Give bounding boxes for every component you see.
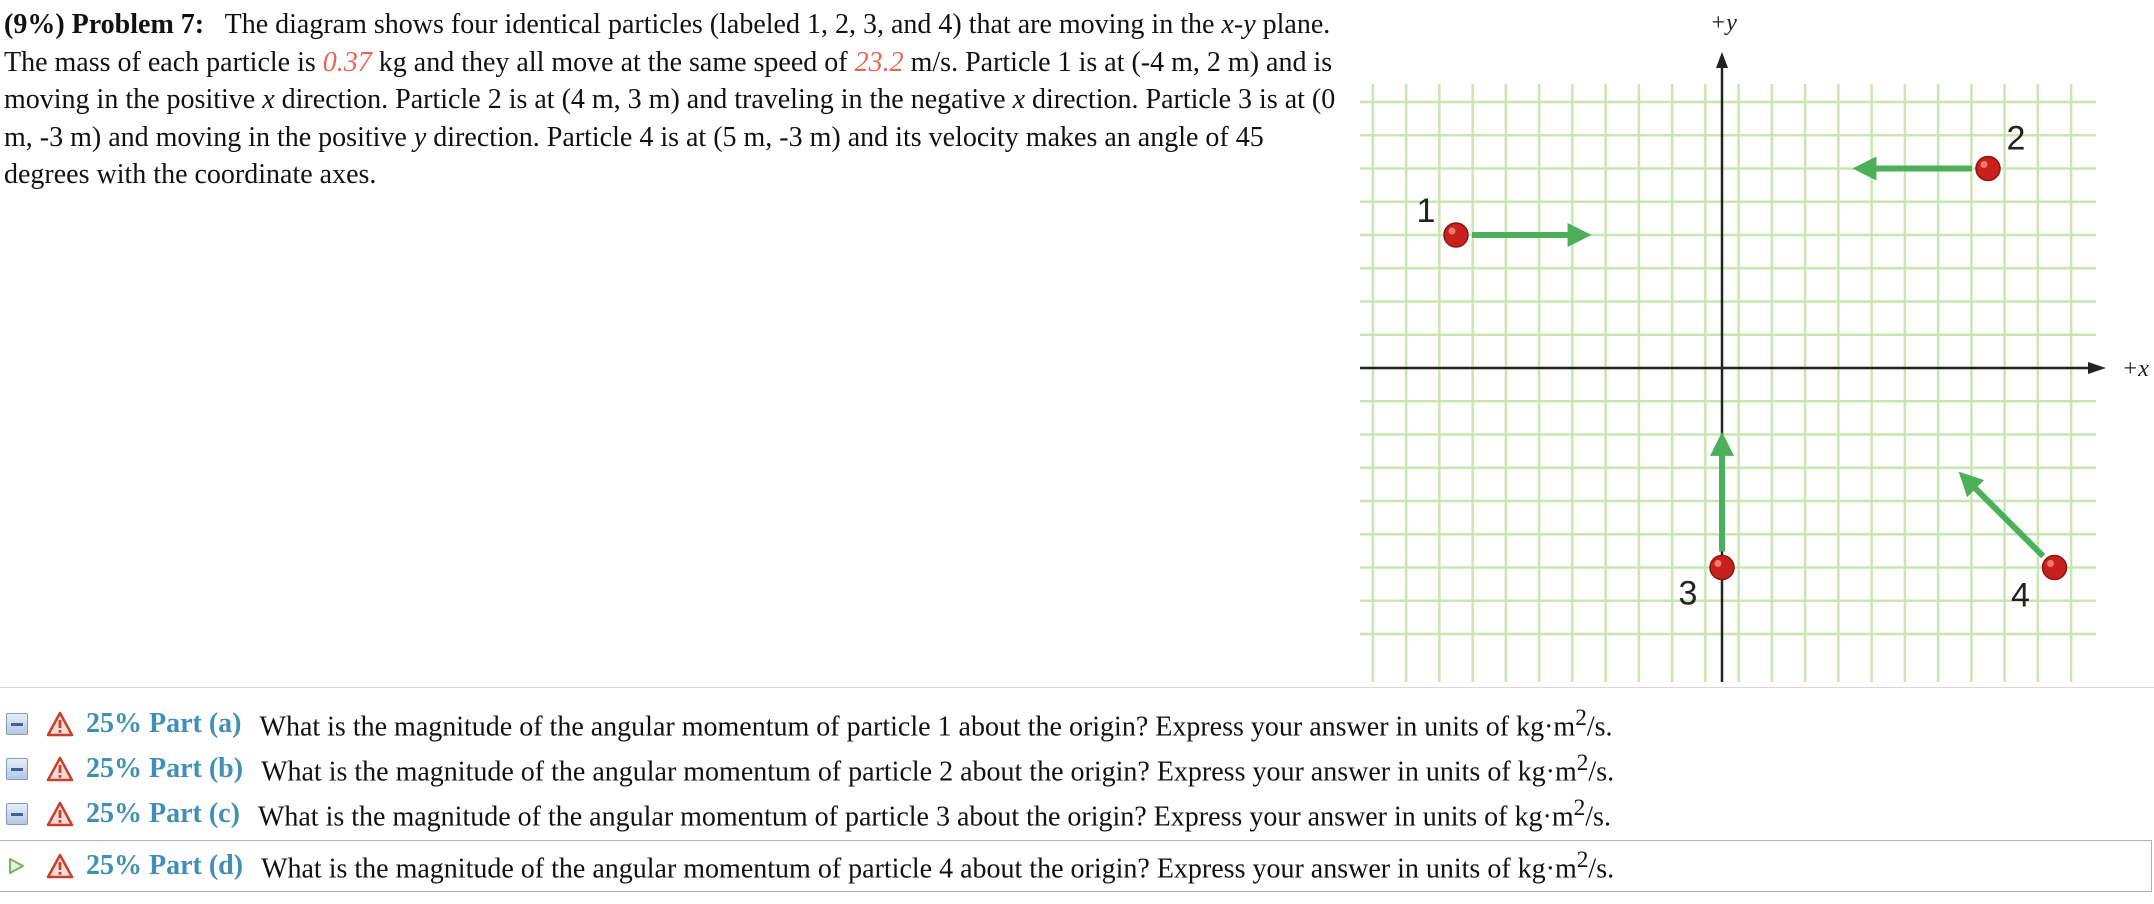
particle-label-4: 4: [2011, 576, 2030, 615]
part-a-row[interactable]: [0, 702, 2154, 746]
velocity-arrow-4: [1972, 485, 2043, 556]
problem-text: The diagram shows four identical particles (labeled 1, 2, 3, and 4) that are moving in the x-y plane. The mass of each particle is 0.37 kg and they all move at the same speed of 23.2 m/s. Particle 1 is at (-4 m, 2 m) and is moving in the positive x direction. Particle 2 is at (4 m, 3 m) and traveling in the negative x direction. Particle 3 is at (0 m, -3 m) and moving in the positive y direction. Particle 4 is at (5 m, -3 m) and its velocity makes an angle of 45 degrees with the coordinate axes.: [4, 9, 1336, 190]
particle-label-2: 2: [2006, 119, 2026, 158]
warning-icon: [46, 801, 74, 827]
particle-3: [1710, 556, 1734, 580]
particle-4: [2043, 556, 2067, 580]
particle-highlight: [1715, 560, 1722, 567]
problem-statement: [4, 6, 1344, 194]
y-axis-label: +y: [1710, 10, 1737, 36]
particle-2: [1976, 157, 2000, 181]
part-d-label: 25% Part (d): [86, 850, 244, 881]
warning-icon: [46, 853, 74, 879]
particle-highlight: [1981, 161, 1988, 168]
particle-1: [1444, 223, 1468, 247]
speed-value: 23.2: [854, 46, 904, 78]
problem-title: Problem 7:: [71, 9, 205, 40]
part-d-row[interactable]: [0, 840, 2152, 892]
x-axis-label: +x: [2122, 356, 2149, 382]
parts-divider: [0, 687, 2154, 688]
particle-label-3: 3: [1678, 574, 1698, 613]
part-b-question: What is the magnitude of the angular momentum of particle 2 about the origin? Express your answer in units of $kg\cdot m^2/s$.: [261, 749, 1615, 788]
part-a-label: 25% Part (a): [86, 708, 242, 739]
particle-diagram: [1340, 0, 2154, 685]
particle-highlight: [2047, 560, 2054, 567]
particle-highlight: [1449, 228, 1456, 235]
part-c-row[interactable]: [0, 792, 2154, 836]
part-c-question: What is the magnitude of the angular momentum of particle 3 about the origin? Express your answer in units of $kg\cdot m^2/s$.: [257, 794, 1611, 833]
part-a-question: What is the magnitude of the angular momentum of particle 1 about the origin? Express your answer in units of $kg\cdot m^2/s$.: [259, 704, 1613, 743]
collapse-toggle-icon[interactable]: [6, 758, 28, 780]
part-c-label: 25% Part (c): [86, 798, 240, 829]
collapse-toggle-icon[interactable]: [6, 803, 28, 825]
mass-value: 0.37: [322, 46, 372, 78]
part-d-question: What is the magnitude of the angular momentum of particle 4 about the origin? Express your answer in units of $kg\cdot m^2/s$.: [261, 846, 1615, 885]
particle-label-1: 1: [1416, 191, 1436, 230]
warning-icon: [46, 711, 74, 737]
collapse-toggle-icon[interactable]: [6, 713, 28, 735]
warning-icon: [46, 756, 74, 782]
problem-weight: (9%): [4, 9, 65, 40]
part-b-row[interactable]: [0, 747, 2154, 791]
part-b-label: 25% Part (b): [86, 753, 244, 784]
expand-arrow-icon[interactable]: [6, 855, 28, 877]
